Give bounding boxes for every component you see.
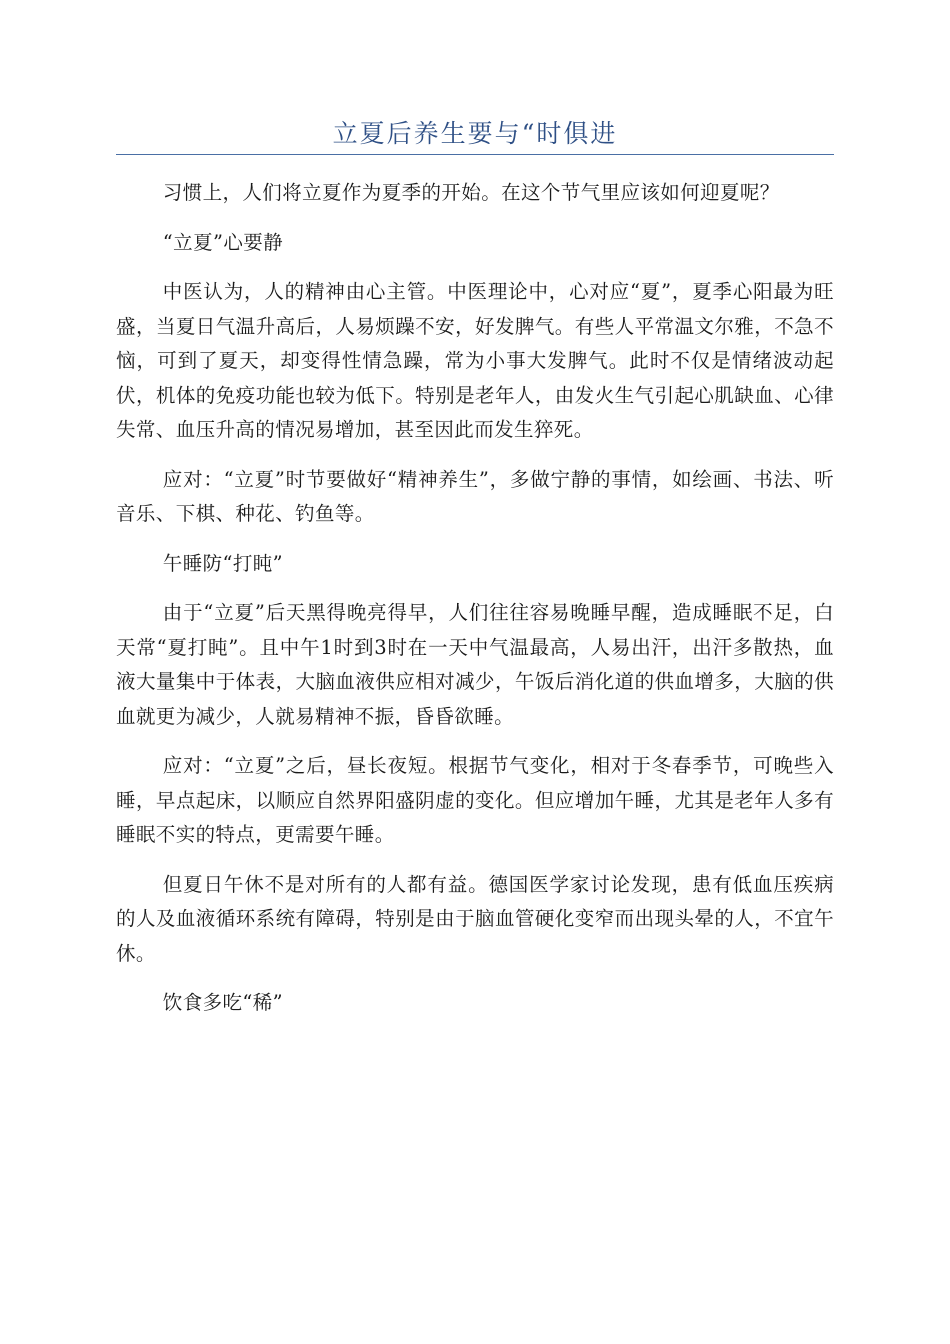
paragraph-nap-caution: 但夏日午休不是对所有的人都有益。德国医学家讨论发现，患有低血压疾病的人及血液循环系统有障碍，特别是由于脑血管硬化变窄而出现头晕的人，不宜午休。 (116, 872, 834, 965)
title-underline (116, 154, 834, 155)
paragraph-nap-response: 应对：“立夏”之后，昼长夜短。根据节气变化，相对于冬春季节，可晚些入睡，早点起床，以顺应自然界阳盛阴虚的变化。但应增加午睡，尤其是老年人多有睡眠不实的特点，更需要午睡。 (116, 754, 834, 846)
section-heading-diet: 饮食多吃“稀” (162, 991, 284, 1014)
section-heading-heart: “立夏”心要静 (162, 230, 284, 254)
section-heading-nap: 午睡防“打盹” (162, 551, 284, 575)
paragraph-heart-tcm: 中医认为，人的精神由心主管。中医理论中，心对应“夏”，夏季心阳最为旺盛，当夏日气温升高后，人易烦躁不安，好发脾气。有些人平常温文尔雅，不急不恼，可到了夏天，却变得性情急躁，常为小事大发脾气。此时不仅是情绪波动起伏，机体的免疫功能也较为低下。特别是老年人，由发火生气引起心肌缺血、心律失常、血压升高的情况易增加，甚至因此而发生猝死。 (116, 280, 834, 441)
document-body (116, 176, 834, 1021)
paragraph-intro: 习惯上，人们将立夏作为夏季的开始。在这个节气里应该如何迎夏呢？ (162, 181, 780, 204)
paragraph-nap-cause: 由于“立夏”后天黑得晚亮得早，人们往往容易晚睡早醒，造成睡眠不足，白天常“夏打盹”。且中午1时到3时在一天中气温最高，人易出汗，出汗多散热，血液大量集中于体表，大脑血液供应相对减少，午饭后消化道的供血增多，大脑的供血就更为减少，人就易精神不振，昏昏欲睡。 (116, 601, 834, 728)
paragraph-heart-response: 应对：“立夏”时节要做好“精神养生”，多做宁静的事情，如绘画、书法、听音乐、下棋、种花、钓鱼等。 (116, 467, 834, 525)
document-page (116, 0, 834, 1021)
document-title: 立夏后养生要与“时俱进 (332, 119, 618, 148)
